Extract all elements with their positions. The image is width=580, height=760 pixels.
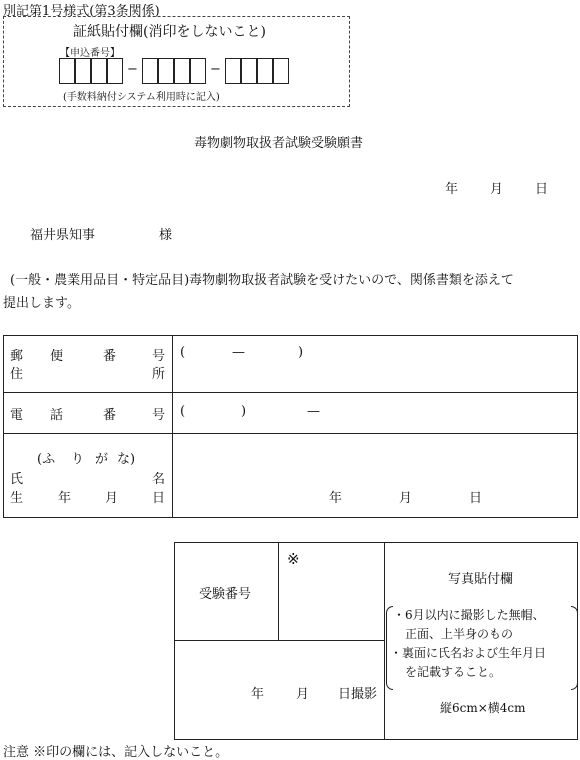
app-no-digit-cell[interactable]: [91, 58, 107, 84]
exam-number-field: [281, 566, 381, 638]
footnote: 注意 ※印の欄には、記入しないこと。: [3, 745, 229, 760]
photo-box-title: 写真貼付欄: [448, 572, 514, 587]
app-no-digit-cell[interactable]: [190, 58, 206, 84]
photo-instruction-2b: を記載すること。: [405, 665, 502, 679]
addressee-honorific: 様: [159, 228, 173, 243]
phone-value-open: (: [180, 404, 186, 419]
app-no-digit-cell[interactable]: [257, 58, 273, 84]
postal-label-char: 便: [50, 349, 64, 364]
dob-month: 月: [399, 491, 413, 506]
application-number-label: 【申込番号】: [60, 48, 120, 59]
photo-taken-month: 月: [296, 687, 310, 702]
app-no-digit-cell[interactable]: [174, 58, 190, 84]
postal-label-char: 番: [103, 349, 117, 364]
date-month: 月: [490, 182, 504, 197]
photo-instruction-1b: 正面、上半身のもの: [405, 627, 514, 641]
name-label-char: 氏: [10, 472, 24, 487]
dob-label-char: 生: [10, 491, 24, 506]
table-border: [3, 433, 578, 434]
stamp-note: (手数料納付システム利用時に記入): [63, 92, 220, 103]
form-label: 別記第1号様式(第3条関係): [3, 4, 160, 19]
exam-number-label: 受験番号: [199, 587, 252, 602]
table-border: [3, 517, 578, 518]
body-line-2: 提出します。: [3, 296, 80, 311]
table-border: [172, 335, 173, 518]
date-day: 日: [535, 182, 549, 197]
document-title: 毒物劇物取扱者試験受験願書: [194, 136, 364, 151]
photo-instruction-2: ・裏面に氏名および生年月日: [390, 646, 547, 660]
phone-label-char: 号: [152, 408, 166, 423]
postal-label-char: 郵: [10, 349, 24, 364]
app-no-digit-cell[interactable]: [142, 58, 158, 84]
exam-table-border: [278, 542, 279, 641]
phone-value-dash: —: [307, 404, 320, 419]
table-border: [577, 335, 578, 518]
body-line-1: (一般・農業用品目・特定品目)毒物劇物取扱者試験を受けたいので、関係書類を添えて: [10, 273, 514, 288]
date-year: 年: [445, 182, 459, 197]
name-dob-field[interactable]: [176, 436, 574, 515]
postal-value-close: ): [298, 345, 304, 360]
postal-value-dash: —: [232, 345, 245, 360]
photo-size: 縦6cm×横4cm: [440, 701, 526, 715]
furigana-label-char: な): [117, 452, 136, 467]
app-no-digit-cell[interactable]: [225, 58, 241, 84]
address-field[interactable]: [176, 338, 574, 390]
dob-day: 日: [469, 491, 483, 506]
office-use-mark: ※: [287, 550, 300, 568]
photo-taken-day: 日撮影: [338, 687, 378, 702]
phone-label-char: 話: [50, 408, 64, 423]
app-no-separator: −: [127, 62, 138, 77]
app-no-separator: −: [210, 62, 221, 77]
dob-year: 年: [329, 491, 343, 506]
furigana-label-char: (ふ: [37, 452, 56, 467]
addressee-name: 福井県知事: [30, 228, 96, 243]
exam-table-border: [174, 542, 175, 740]
phone-value-close: ): [241, 404, 247, 419]
exam-table-border: [384, 542, 385, 740]
app-no-digit-cell[interactable]: [273, 58, 289, 84]
photo-taken-year: 年: [251, 687, 265, 702]
app-no-digit-cell[interactable]: [75, 58, 91, 84]
furigana-label-char: り: [71, 452, 85, 467]
exam-table-border: [174, 542, 578, 543]
dob-label-char: 月: [105, 491, 119, 506]
table-border: [3, 335, 578, 336]
dob-label-char: 日: [152, 491, 166, 506]
address-label-char: 所: [152, 367, 166, 382]
dob-label-char: 年: [58, 491, 72, 506]
stamp-title: 証紙貼付欄(消印をしないこと): [73, 24, 266, 40]
photo-drop-area[interactable]: [387, 545, 575, 737]
phone-field[interactable]: [176, 395, 574, 431]
phone-label-char: 番: [103, 408, 117, 423]
postal-value-open: (: [180, 345, 186, 360]
table-border: [3, 392, 578, 393]
exam-table-border: [174, 640, 385, 641]
furigana-label-char: が: [95, 452, 109, 467]
table-border: [3, 335, 4, 518]
app-no-digit-cell[interactable]: [59, 58, 75, 84]
phone-label-char: 電: [10, 408, 24, 423]
postal-label-char: 号: [152, 349, 166, 364]
app-no-digit-cell[interactable]: [107, 58, 123, 84]
address-label-char: 住: [10, 367, 24, 382]
app-no-digit-cell[interactable]: [158, 58, 174, 84]
app-no-digit-cell[interactable]: [241, 58, 257, 84]
exam-table-border: [174, 739, 578, 740]
name-label-char: 名: [152, 472, 166, 487]
photo-instruction-1: ・6月以内に撮影した無帽、: [393, 608, 545, 622]
